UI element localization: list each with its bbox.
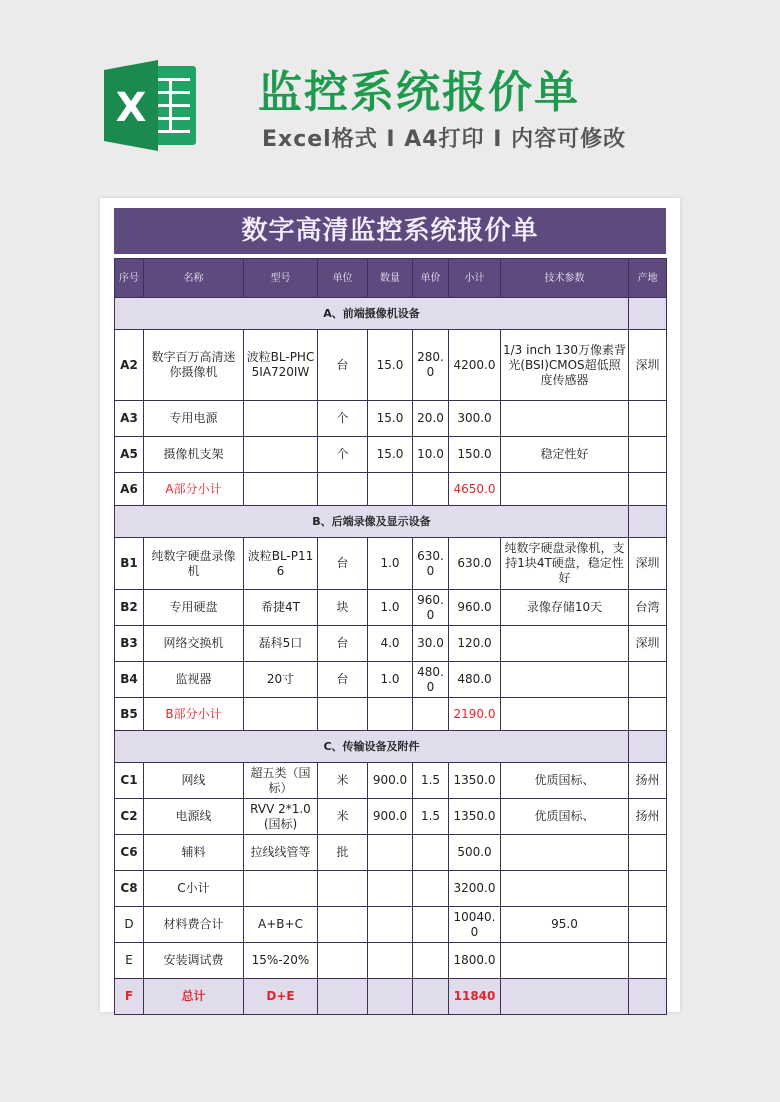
- item-qty: [368, 979, 413, 1015]
- table-row: [115, 662, 667, 698]
- item-model: [244, 401, 318, 437]
- item-unit: 台: [318, 626, 368, 662]
- logo-letter: X: [115, 85, 147, 131]
- table-row: [115, 943, 667, 979]
- item-price: 630.0: [413, 538, 449, 590]
- section-heading: B、后端录像及显示设备: [115, 506, 629, 538]
- item-subtotal: 10040.0: [449, 907, 501, 943]
- item-qty: [368, 698, 413, 731]
- column-header: 数量: [368, 259, 413, 298]
- item-origin: 扬州: [629, 799, 667, 835]
- table-row: [115, 590, 667, 626]
- section-header-row: [115, 506, 667, 538]
- item-unit: 个: [318, 437, 368, 473]
- item-name: 摄像机支架: [144, 437, 244, 473]
- item-model: 超五类（国标）: [244, 763, 318, 799]
- table-row: [115, 871, 667, 907]
- section-blank: [629, 506, 667, 538]
- item-model: 希捷4T: [244, 590, 318, 626]
- item-unit: 台: [318, 538, 368, 590]
- item-name: 材料费合计: [144, 907, 244, 943]
- item-name: 总计: [144, 979, 244, 1015]
- item-name: A部分小计: [144, 473, 244, 506]
- item-origin: [629, 437, 667, 473]
- item-qty: [368, 871, 413, 907]
- item-subtotal: 500.0: [449, 835, 501, 871]
- item-code: B3: [115, 626, 144, 662]
- item-qty: 4.0: [368, 626, 413, 662]
- item-code: A2: [115, 330, 144, 401]
- item-unit: [318, 473, 368, 506]
- item-price: 1.5: [413, 799, 449, 835]
- item-spec: [501, 943, 629, 979]
- item-qty: [368, 473, 413, 506]
- item-code: A6: [115, 473, 144, 506]
- item-spec: 优质国标、: [501, 763, 629, 799]
- item-subtotal: 300.0: [449, 401, 501, 437]
- item-price: [413, 907, 449, 943]
- item-model: [244, 871, 318, 907]
- item-code: F: [115, 979, 144, 1015]
- item-origin: [629, 871, 667, 907]
- section-header-row: [115, 731, 667, 763]
- item-model: [244, 437, 318, 473]
- item-spec: 录像存储10天: [501, 590, 629, 626]
- item-subtotal: 1350.0: [449, 799, 501, 835]
- item-unit: [318, 698, 368, 731]
- item-model: 20寸: [244, 662, 318, 698]
- item-price: [413, 871, 449, 907]
- item-subtotal: 480.0: [449, 662, 501, 698]
- item-name: B部分小计: [144, 698, 244, 731]
- item-name: 电源线: [144, 799, 244, 835]
- excel-logo-icon: [100, 58, 200, 153]
- item-spec: [501, 871, 629, 907]
- item-price: 480.0: [413, 662, 449, 698]
- item-unit: 米: [318, 763, 368, 799]
- table-row: [115, 538, 667, 590]
- item-subtotal: 960.0: [449, 590, 501, 626]
- item-spec: [501, 626, 629, 662]
- item-price: 960.0: [413, 590, 449, 626]
- item-name: 专用电源: [144, 401, 244, 437]
- item-origin: 深圳: [629, 626, 667, 662]
- item-unit: 台: [318, 662, 368, 698]
- item-price: [413, 473, 449, 506]
- item-qty: 15.0: [368, 401, 413, 437]
- item-name: 辅料: [144, 835, 244, 871]
- column-header: 小计: [449, 259, 501, 298]
- item-price: 30.0: [413, 626, 449, 662]
- table-row: [115, 437, 667, 473]
- item-subtotal: 3200.0: [449, 871, 501, 907]
- item-code: C8: [115, 871, 144, 907]
- section-blank: [629, 298, 667, 330]
- section-blank: [629, 731, 667, 763]
- item-price: [413, 943, 449, 979]
- item-origin: [629, 401, 667, 437]
- item-origin: [629, 473, 667, 506]
- item-model: 波粒BL-PHC5IA720IW: [244, 330, 318, 401]
- item-spec: 1/3 inch 130万像素背光(BSI)CMOS超低照度传感器: [501, 330, 629, 401]
- item-unit: 个: [318, 401, 368, 437]
- item-code: B2: [115, 590, 144, 626]
- item-spec: [501, 979, 629, 1015]
- item-name: 数字百万高清迷你摄像机: [144, 330, 244, 401]
- item-origin: [629, 698, 667, 731]
- item-price: 20.0: [413, 401, 449, 437]
- table-row: [115, 698, 667, 731]
- item-name: 网络交换机: [144, 626, 244, 662]
- item-subtotal: 1800.0: [449, 943, 501, 979]
- item-qty: 900.0: [368, 763, 413, 799]
- item-origin: 扬州: [629, 763, 667, 799]
- column-header: 单位: [318, 259, 368, 298]
- item-name: 监视器: [144, 662, 244, 698]
- item-spec: 95.0: [501, 907, 629, 943]
- item-code: C6: [115, 835, 144, 871]
- item-spec: 优质国标、: [501, 799, 629, 835]
- column-header: 产地: [629, 259, 667, 298]
- item-code: A5: [115, 437, 144, 473]
- item-qty: [368, 907, 413, 943]
- item-spec: [501, 473, 629, 506]
- table-row: [115, 763, 667, 799]
- table-row: [115, 330, 667, 401]
- column-header: 型号: [244, 259, 318, 298]
- item-subtotal: 4200.0: [449, 330, 501, 401]
- item-spec: [501, 698, 629, 731]
- item-name: 网线: [144, 763, 244, 799]
- column-header: 单价: [413, 259, 449, 298]
- item-origin: 台湾: [629, 590, 667, 626]
- item-code: B5: [115, 698, 144, 731]
- item-spec: [501, 835, 629, 871]
- item-unit: 批: [318, 835, 368, 871]
- item-origin: [629, 907, 667, 943]
- item-unit: [318, 907, 368, 943]
- item-spec: [501, 401, 629, 437]
- item-price: 10.0: [413, 437, 449, 473]
- table-row: [115, 473, 667, 506]
- section-header-row: [115, 298, 667, 330]
- table-row: [115, 835, 667, 871]
- item-qty: [368, 943, 413, 979]
- item-spec: 纯数字硬盘录像机，支持1块4T硬盘，稳定性好: [501, 538, 629, 590]
- item-origin: [629, 979, 667, 1015]
- column-header: 技术参数: [501, 259, 629, 298]
- item-model: 波粒BL-P116: [244, 538, 318, 590]
- item-origin: [629, 943, 667, 979]
- item-qty: 1.0: [368, 590, 413, 626]
- item-subtotal: 120.0: [449, 626, 501, 662]
- item-qty: 1.0: [368, 538, 413, 590]
- section-heading: A、前端摄像机设备: [115, 298, 629, 330]
- item-code: D: [115, 907, 144, 943]
- item-price: [413, 979, 449, 1015]
- item-unit: 台: [318, 330, 368, 401]
- table-row: [115, 799, 667, 835]
- item-model: 磊科5口: [244, 626, 318, 662]
- page-subtitle: Excel格式 I A4打印 I 内容可修改: [262, 127, 627, 152]
- item-qty: 1.0: [368, 662, 413, 698]
- table-row: [115, 401, 667, 437]
- item-subtotal: 150.0: [449, 437, 501, 473]
- item-code: C2: [115, 799, 144, 835]
- item-model: 15%-20%: [244, 943, 318, 979]
- item-subtotal: 11840: [449, 979, 501, 1015]
- column-header: 序号: [115, 259, 144, 298]
- item-name: 安装调试费: [144, 943, 244, 979]
- item-model: RVV 2*1.0(国标): [244, 799, 318, 835]
- item-subtotal: 630.0: [449, 538, 501, 590]
- item-unit: 块: [318, 590, 368, 626]
- item-qty: 15.0: [368, 330, 413, 401]
- item-model: [244, 473, 318, 506]
- section-heading: C、传输设备及附件: [115, 731, 629, 763]
- item-subtotal: 2190.0: [449, 698, 501, 731]
- item-qty: 15.0: [368, 437, 413, 473]
- item-price: [413, 835, 449, 871]
- item-model: A+B+C: [244, 907, 318, 943]
- item-subtotal: 4650.0: [449, 473, 501, 506]
- total-row: [115, 979, 667, 1015]
- item-name: 纯数字硬盘录像机: [144, 538, 244, 590]
- item-origin: [629, 662, 667, 698]
- item-model: [244, 698, 318, 731]
- table-row: [115, 907, 667, 943]
- item-code: A3: [115, 401, 144, 437]
- item-origin: [629, 835, 667, 871]
- item-code: E: [115, 943, 144, 979]
- item-price: 280.0: [413, 330, 449, 401]
- item-origin: 深圳: [629, 330, 667, 401]
- item-price: 1.5: [413, 763, 449, 799]
- table-header-row: [115, 259, 667, 298]
- item-origin: 深圳: [629, 538, 667, 590]
- item-spec: 稳定性好: [501, 437, 629, 473]
- column-header: 名称: [144, 259, 244, 298]
- item-spec: [501, 662, 629, 698]
- page-title: 监控系统报价单: [258, 67, 580, 118]
- item-model: D+E: [244, 979, 318, 1015]
- item-name: C小计: [144, 871, 244, 907]
- sheet-title: 数字高清监控系统报价单: [114, 208, 666, 254]
- item-code: B4: [115, 662, 144, 698]
- quote-table: [114, 258, 667, 1015]
- item-price: [413, 698, 449, 731]
- item-subtotal: 1350.0: [449, 763, 501, 799]
- item-qty: 900.0: [368, 799, 413, 835]
- table-row: [115, 626, 667, 662]
- item-qty: [368, 835, 413, 871]
- item-code: C1: [115, 763, 144, 799]
- item-unit: [318, 943, 368, 979]
- item-unit: [318, 871, 368, 907]
- item-unit: 米: [318, 799, 368, 835]
- item-code: B1: [115, 538, 144, 590]
- item-name: 专用硬盘: [144, 590, 244, 626]
- item-model: 拉线线管等: [244, 835, 318, 871]
- item-unit: [318, 979, 368, 1015]
